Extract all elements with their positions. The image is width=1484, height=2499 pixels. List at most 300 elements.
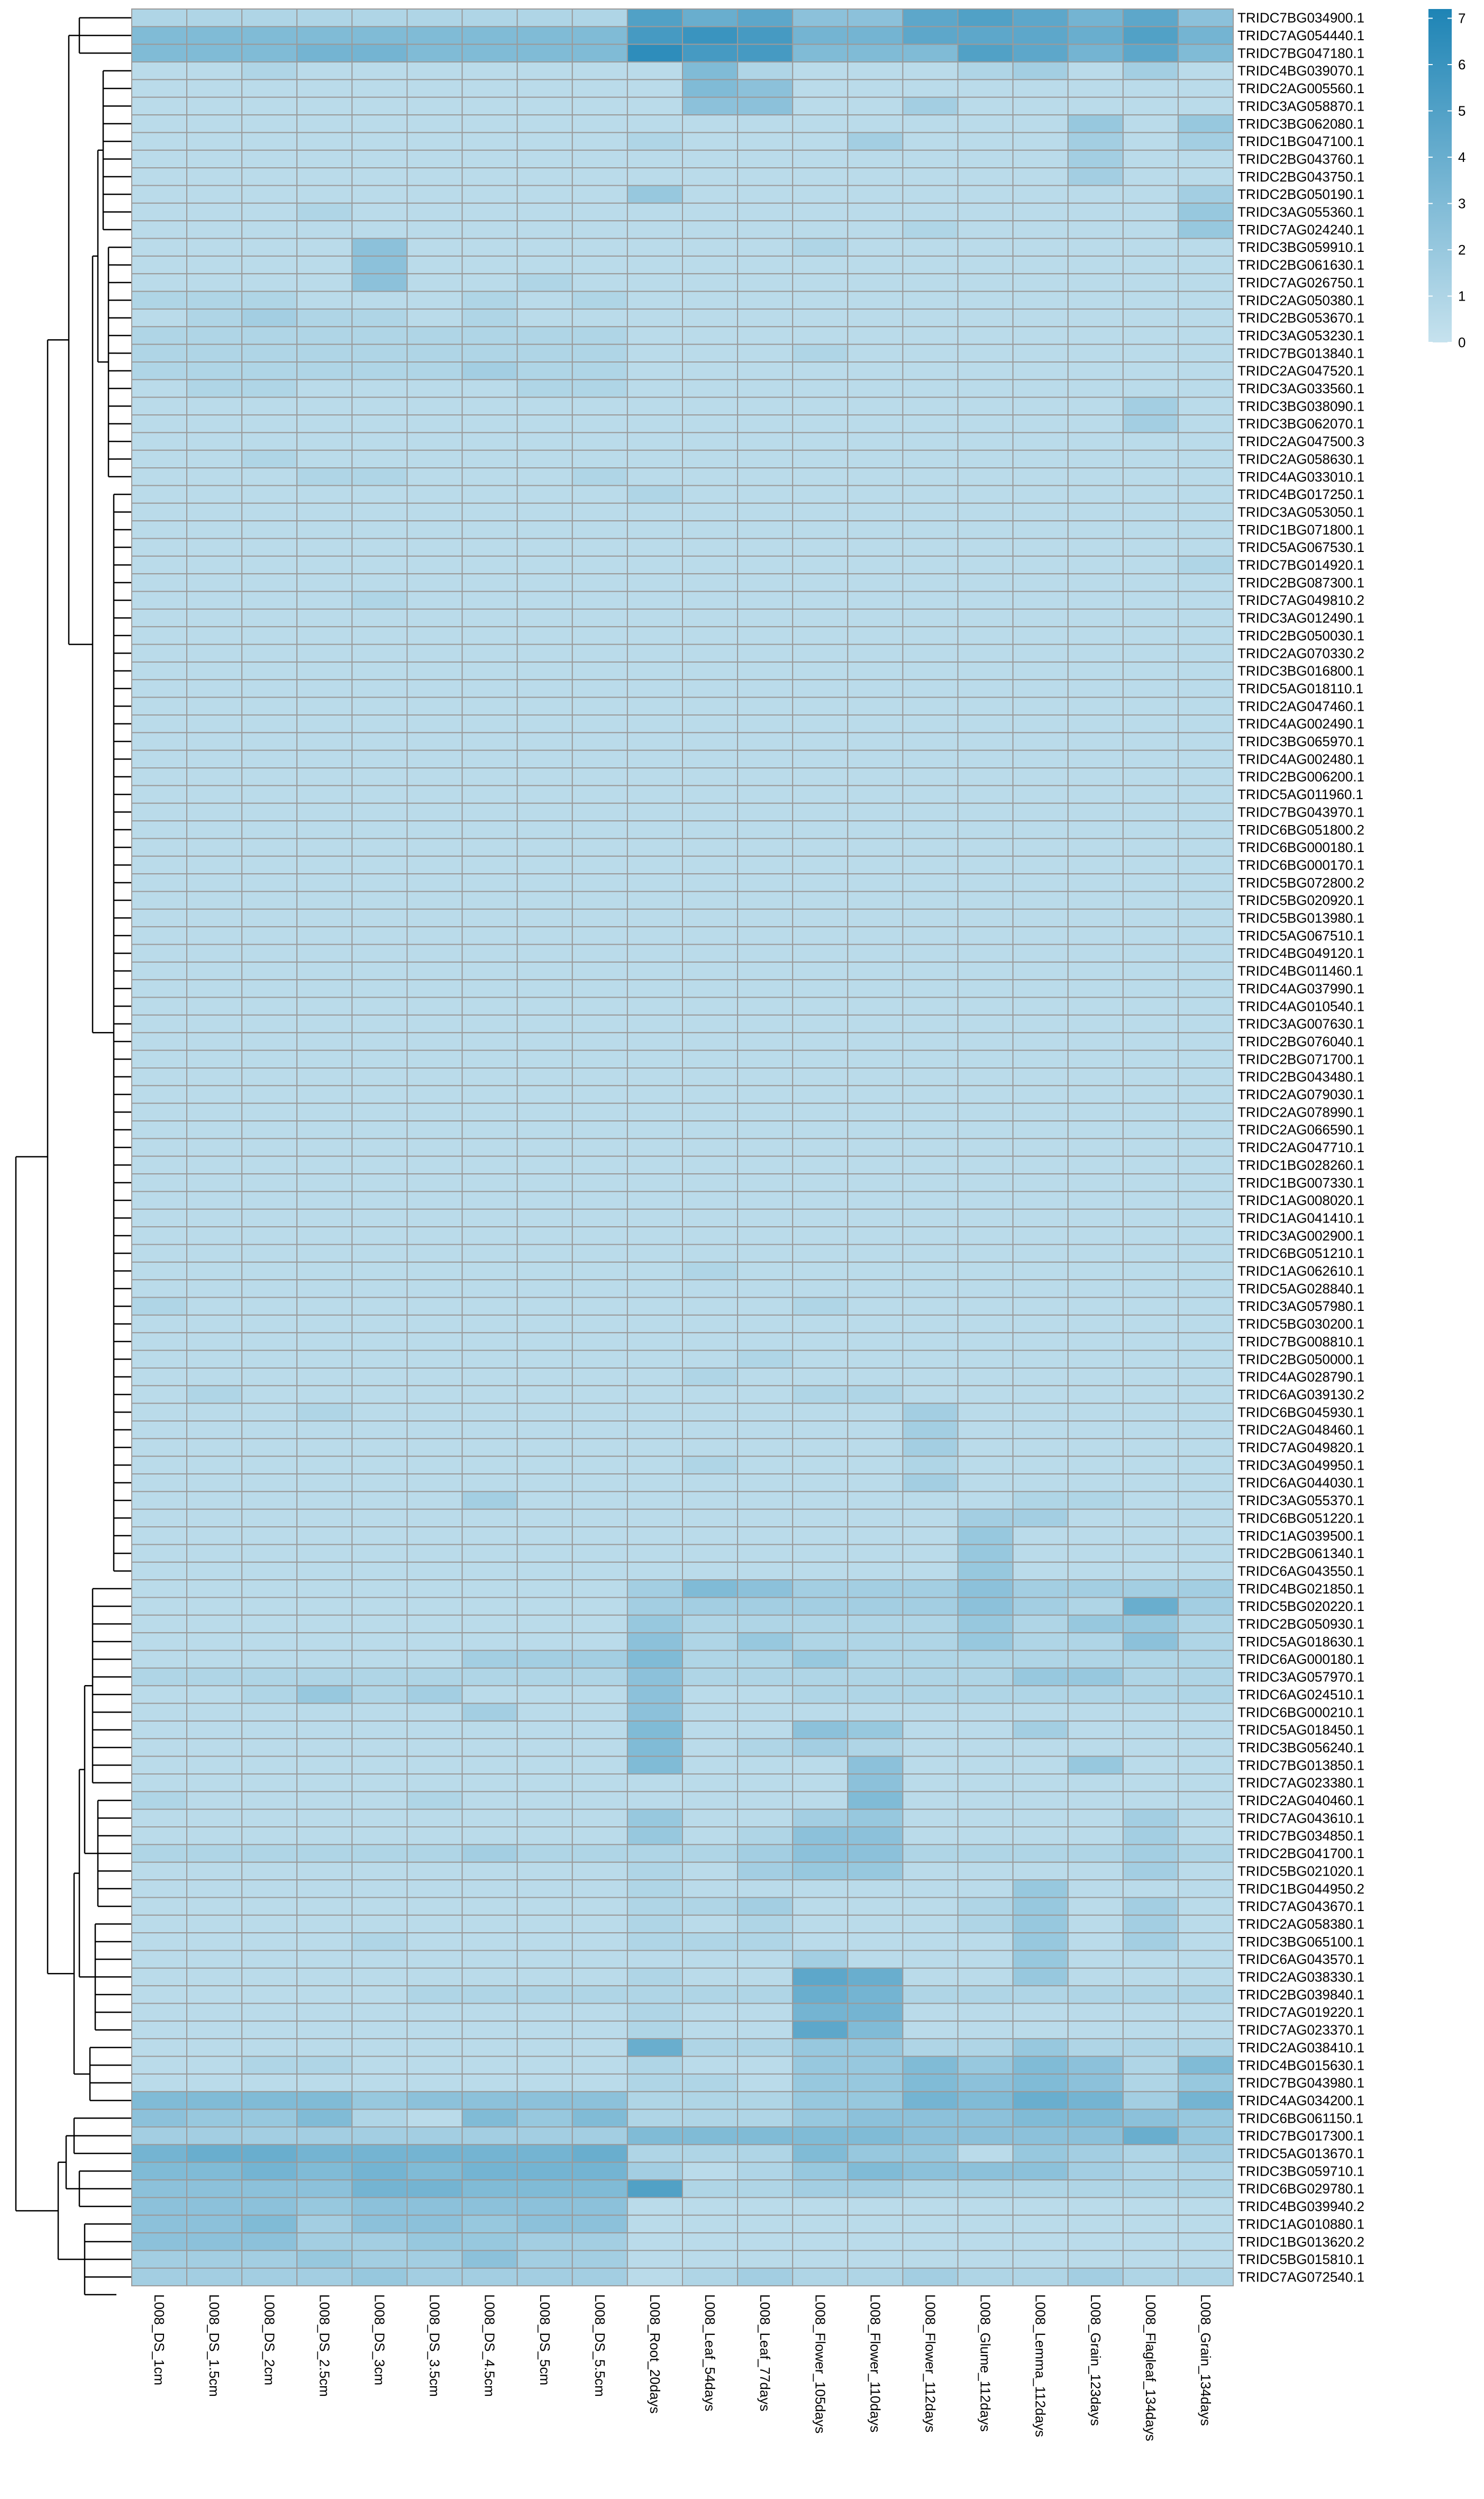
heatmap-cell	[462, 1774, 517, 1791]
heatmap-cell	[352, 662, 407, 680]
heatmap-cell	[738, 503, 793, 521]
heatmap-cell	[517, 680, 572, 697]
heatmap-cell	[297, 397, 352, 415]
heatmap-cell	[793, 1121, 848, 1138]
heatmap-cell	[682, 556, 738, 574]
heatmap-cell	[1123, 203, 1178, 221]
heatmap-cell	[352, 1368, 407, 1386]
heatmap-cell	[187, 1015, 242, 1033]
row-label: TRIDC4BG015630.1	[1237, 2057, 1364, 2074]
heatmap-cell	[627, 292, 682, 309]
heatmap-cell	[682, 945, 738, 962]
heatmap-cell	[1123, 2021, 1178, 2039]
heatmap-cell	[1123, 503, 1178, 521]
heatmap-cell	[352, 2109, 407, 2127]
heatmap-cell	[297, 26, 352, 44]
heatmap-cell	[187, 2215, 242, 2233]
heatmap-cell	[352, 2268, 407, 2286]
heatmap-cell	[352, 1491, 407, 1509]
heatmap-cell	[1068, 980, 1123, 997]
heatmap-cell	[187, 1386, 242, 1403]
heatmap-cell	[407, 732, 462, 750]
heatmap-cell	[682, 485, 738, 503]
heatmap-cell	[462, 1368, 517, 1386]
row-label: TRIDC3AG057970.1	[1237, 1669, 1364, 1685]
heatmap-cell	[903, 2268, 958, 2286]
heatmap-cell	[462, 1544, 517, 1562]
heatmap-cell	[848, 26, 903, 44]
heatmap-cell	[682, 927, 738, 944]
heatmap-cell	[517, 2268, 572, 2286]
heatmap-cell	[517, 2091, 572, 2109]
heatmap-cell	[407, 715, 462, 732]
heatmap-cell	[187, 2180, 242, 2197]
heatmap-cell	[1068, 1404, 1123, 1421]
heatmap-cell	[352, 1668, 407, 1686]
heatmap-cell	[903, 1138, 958, 1156]
heatmap-cell	[627, 1138, 682, 1156]
heatmap-cell	[242, 998, 297, 1015]
heatmap-cell	[297, 1580, 352, 1597]
row-label: TRIDC6BG000170.1	[1237, 857, 1364, 873]
heatmap-cell	[572, 2057, 627, 2074]
heatmap-cell	[297, 2144, 352, 2162]
heatmap-cell	[1123, 379, 1178, 397]
heatmap-cell	[848, 62, 903, 79]
heatmap-cell	[242, 609, 297, 627]
heatmap-cell	[1178, 2162, 1233, 2180]
heatmap-cell	[738, 150, 793, 168]
heatmap-cell	[187, 2109, 242, 2127]
heatmap-cell	[297, 1351, 352, 1368]
heatmap-cell	[903, 909, 958, 927]
heatmap-cell	[793, 2250, 848, 2268]
heatmap-cell	[1123, 1368, 1178, 1386]
heatmap-cell	[793, 1138, 848, 1156]
heatmap-cell	[848, 1774, 903, 1791]
heatmap-cell	[132, 79, 187, 97]
row-label: TRIDC7BG043970.1	[1237, 804, 1364, 820]
heatmap-cell	[848, 1791, 903, 1809]
heatmap-cell	[793, 256, 848, 274]
row-label: TRIDC3AG049950.1	[1237, 1457, 1364, 1473]
heatmap-cell	[627, 1474, 682, 1491]
heatmap-cell	[1178, 1809, 1233, 1827]
heatmap-cell	[242, 62, 297, 79]
heatmap-cell	[407, 556, 462, 574]
heatmap-cell	[682, 274, 738, 291]
heatmap-cell	[297, 2057, 352, 2074]
heatmap-cell	[958, 1809, 1013, 1827]
heatmap-cell	[848, 97, 903, 115]
heatmap-cell	[407, 874, 462, 891]
heatmap-cell	[462, 97, 517, 115]
heatmap-cell	[242, 980, 297, 997]
heatmap-cell	[848, 1298, 903, 1315]
heatmap-cell	[297, 1598, 352, 1615]
heatmap-cell	[517, 1880, 572, 1897]
heatmap-cell	[462, 785, 517, 803]
heatmap-cell	[572, 203, 627, 221]
heatmap-cell	[187, 1915, 242, 1933]
heatmap-cell	[738, 186, 793, 203]
heatmap-cell	[352, 2144, 407, 2162]
heatmap-cell	[132, 115, 187, 132]
heatmap-cell	[352, 1562, 407, 1580]
heatmap-cell	[242, 2039, 297, 2056]
heatmap-cell	[352, 1844, 407, 1862]
row-label: TRIDC7BG013850.1	[1237, 1757, 1364, 1773]
heatmap-cell	[848, 980, 903, 997]
heatmap-cell	[627, 503, 682, 521]
heatmap-cell	[572, 415, 627, 432]
heatmap-cell	[242, 1438, 297, 1456]
heatmap-cell	[352, 1068, 407, 1085]
heatmap-cell	[793, 115, 848, 132]
heatmap-cell	[242, 1704, 297, 1721]
heatmap-cell	[958, 1491, 1013, 1509]
heatmap-cell	[627, 592, 682, 609]
heatmap-cell	[958, 1968, 1013, 1986]
heatmap-cell	[1068, 345, 1123, 362]
heatmap-cell	[1123, 962, 1178, 980]
heatmap-cell	[627, 1033, 682, 1050]
heatmap-cell	[242, 1756, 297, 1774]
heatmap-cell	[1013, 909, 1068, 927]
heatmap-cell	[1123, 662, 1178, 680]
heatmap-cell	[297, 1138, 352, 1156]
heatmap-cell	[1123, 2004, 1178, 2021]
heatmap-cell	[958, 1686, 1013, 1703]
heatmap-cell	[242, 574, 297, 591]
heatmap-cell	[187, 1351, 242, 1368]
heatmap-cell	[132, 450, 187, 468]
heatmap-cell	[187, 662, 242, 680]
heatmap-cell	[627, 1562, 682, 1580]
heatmap-cell	[187, 803, 242, 821]
heatmap-cell	[1123, 1404, 1178, 1421]
heatmap-cell	[297, 415, 352, 432]
heatmap-cell	[132, 539, 187, 556]
heatmap-cell	[187, 2039, 242, 2056]
heatmap-cell	[517, 1404, 572, 1421]
heatmap-cell	[1123, 150, 1178, 168]
heatmap-cell	[738, 362, 793, 379]
heatmap-cell	[132, 821, 187, 838]
heatmap-cell	[793, 1933, 848, 1950]
heatmap-cell	[407, 1209, 462, 1227]
heatmap-cell	[738, 645, 793, 662]
heatmap-cell	[132, 1580, 187, 1597]
heatmap-cell	[242, 203, 297, 221]
heatmap-cell	[627, 627, 682, 644]
heatmap-cell	[1178, 556, 1233, 574]
heatmap-cell	[1178, 609, 1233, 627]
heatmap-cell	[1068, 292, 1123, 309]
heatmap-cell	[352, 768, 407, 785]
heatmap-cell	[1123, 2091, 1178, 2109]
heatmap-cell	[297, 1862, 352, 1880]
heatmap-cell	[627, 2250, 682, 2268]
heatmap-cell	[407, 2109, 462, 2127]
heatmap-cell	[903, 1245, 958, 1262]
heatmap-cell	[903, 44, 958, 62]
heatmap-cell	[958, 2250, 1013, 2268]
heatmap-cell	[132, 2268, 187, 2286]
row-label: TRIDC6BG029780.1	[1237, 2180, 1364, 2197]
heatmap-cell	[1123, 592, 1178, 609]
heatmap-cell	[1068, 2004, 1123, 2021]
heatmap-cell	[1068, 1262, 1123, 1280]
heatmap-cell	[1123, 97, 1178, 115]
heatmap-cell	[242, 2268, 297, 2286]
heatmap-cell	[242, 415, 297, 432]
heatmap-cell	[407, 1491, 462, 1509]
heatmap-cell	[848, 2197, 903, 2215]
heatmap-cell	[517, 292, 572, 309]
heatmap-cell	[793, 2039, 848, 2056]
heatmap-cell	[1178, 821, 1233, 838]
heatmap-cell	[572, 1615, 627, 1633]
heatmap-cell	[187, 468, 242, 485]
heatmap-cell	[132, 715, 187, 732]
heatmap-cell	[1068, 1862, 1123, 1880]
heatmap-cell	[1013, 2074, 1068, 2091]
heatmap-cell	[682, 2162, 738, 2180]
row-label: TRIDC7BG017300.1	[1237, 2127, 1364, 2144]
heatmap-cell	[738, 1351, 793, 1368]
heatmap-cell	[407, 1580, 462, 1597]
heatmap-cell	[793, 1598, 848, 1615]
heatmap-cell	[1013, 1404, 1068, 1421]
heatmap-cell	[1178, 1651, 1233, 1668]
heatmap-cell	[738, 1315, 793, 1333]
heatmap-cell	[682, 1668, 738, 1686]
heatmap-cell	[1013, 62, 1068, 79]
heatmap-cell	[1068, 1739, 1123, 1756]
heatmap-cell	[848, 44, 903, 62]
heatmap-cell	[1013, 1739, 1068, 1756]
heatmap-cell	[297, 2180, 352, 2197]
heatmap-cell	[407, 821, 462, 838]
heatmap-cell	[627, 680, 682, 697]
heatmap-cell	[242, 168, 297, 185]
heatmap-cell	[242, 292, 297, 309]
heatmap-cell	[627, 468, 682, 485]
heatmap-cell	[903, 2233, 958, 2250]
heatmap-cell	[903, 1068, 958, 1085]
row-label: TRIDC4AG034200.1	[1237, 2092, 1364, 2108]
heatmap-cell	[1178, 1668, 1233, 1686]
heatmap-cell	[242, 485, 297, 503]
heatmap-cell	[627, 927, 682, 944]
heatmap-cell	[848, 115, 903, 132]
heatmap-cell	[462, 168, 517, 185]
heatmap-cell	[132, 2180, 187, 2197]
row-label: TRIDC1AG062610.1	[1237, 1263, 1364, 1279]
heatmap-cell	[958, 2197, 1013, 2215]
heatmap-cell	[297, 79, 352, 97]
heatmap-cell	[242, 379, 297, 397]
heatmap-cell	[1123, 2233, 1178, 2250]
heatmap-cell	[958, 838, 1013, 856]
heatmap-cell	[297, 327, 352, 344]
heatmap-cell	[242, 1209, 297, 1227]
heatmap-cell	[242, 1421, 297, 1438]
heatmap-cell	[848, 345, 903, 362]
heatmap-cell	[738, 1774, 793, 1791]
heatmap-cell	[352, 909, 407, 927]
heatmap-cell	[187, 732, 242, 750]
heatmap-cell	[352, 1633, 407, 1650]
heatmap-cell	[1123, 1386, 1178, 1403]
heatmap-cell	[572, 1509, 627, 1527]
heatmap-cell	[793, 221, 848, 238]
heatmap-cell	[297, 715, 352, 732]
heatmap-cell	[1178, 1245, 1233, 1262]
row-label: TRIDC5BG030200.1	[1237, 1316, 1364, 1332]
heatmap-cell	[1068, 309, 1123, 327]
heatmap-cell	[958, 856, 1013, 874]
heatmap-cell	[352, 715, 407, 732]
heatmap-cell	[352, 1262, 407, 1280]
heatmap-cell	[682, 1615, 738, 1633]
heatmap-cell	[407, 662, 462, 680]
row-label: TRIDC2BG041700.1	[1237, 1845, 1364, 1862]
heatmap-cell	[242, 1651, 297, 1668]
heatmap-cell	[958, 1245, 1013, 1262]
heatmap-cell	[738, 1897, 793, 1915]
heatmap-cell	[572, 1862, 627, 1880]
heatmap-cell	[462, 750, 517, 768]
row-label: TRIDC2AG058630.1	[1237, 451, 1364, 467]
heatmap-cell	[903, 1774, 958, 1791]
heatmap-cell	[517, 645, 572, 662]
heatmap-cell	[352, 79, 407, 97]
heatmap-cell	[1013, 1156, 1068, 1174]
heatmap-cell	[187, 521, 242, 538]
heatmap-cell	[682, 732, 738, 750]
heatmap-cell	[1123, 256, 1178, 274]
heatmap-cell	[132, 9, 187, 26]
heatmap-cell	[1068, 2021, 1123, 2039]
heatmap-cell	[848, 609, 903, 627]
heatmap-cell	[407, 1333, 462, 1350]
heatmap-cell	[1068, 1351, 1123, 1368]
heatmap-cell	[1178, 539, 1233, 556]
heatmap-cell	[903, 9, 958, 26]
heatmap-cell	[517, 1386, 572, 1403]
heatmap-cell	[352, 2215, 407, 2233]
heatmap-cell	[517, 432, 572, 450]
heatmap-cell	[517, 9, 572, 26]
heatmap-cell	[903, 1085, 958, 1103]
heatmap-cell	[848, 256, 903, 274]
heatmap-cell	[627, 1315, 682, 1333]
heatmap-cell	[1068, 450, 1123, 468]
heatmap-cell	[958, 44, 1013, 62]
heatmap-cell	[132, 1897, 187, 1915]
heatmap-cell	[352, 1721, 407, 1739]
heatmap-cell	[1178, 1209, 1233, 1227]
heatmap-cell	[848, 2180, 903, 2197]
heatmap-cell	[738, 2144, 793, 2162]
row-label: TRIDC2AG047520.1	[1237, 363, 1364, 379]
heatmap-cell	[572, 1986, 627, 2003]
heatmap-cell	[462, 1103, 517, 1121]
heatmap-cell	[352, 2233, 407, 2250]
heatmap-cell	[462, 2197, 517, 2215]
heatmap-cell	[242, 962, 297, 980]
heatmap-cell	[352, 203, 407, 221]
heatmap-cell	[462, 715, 517, 732]
heatmap-cell	[1013, 432, 1068, 450]
heatmap-cell	[793, 1280, 848, 1297]
column-label: L008_DS_3cm	[371, 2294, 388, 2386]
heatmap-cell	[627, 345, 682, 362]
row-label: TRIDC4BG011460.1	[1237, 963, 1363, 979]
heatmap-cell	[738, 732, 793, 750]
heatmap-cell	[572, 662, 627, 680]
heatmap-cell	[1013, 1351, 1068, 1368]
heatmap-cell	[958, 1633, 1013, 1650]
row-label: TRIDC1BG071800.1	[1237, 521, 1364, 538]
heatmap-cell	[958, 1404, 1013, 1421]
heatmap-cell	[352, 1015, 407, 1033]
heatmap-cell	[738, 521, 793, 538]
heatmap-cell	[1013, 962, 1068, 980]
heatmap-cell	[1123, 1103, 1178, 1121]
heatmap-cell	[132, 1404, 187, 1421]
heatmap-cell	[627, 1438, 682, 1456]
heatmap-cell	[1178, 1474, 1233, 1491]
heatmap-cell	[1013, 945, 1068, 962]
heatmap-cell	[682, 415, 738, 432]
heatmap-cell	[352, 256, 407, 274]
heatmap-cell	[903, 1351, 958, 1368]
heatmap-cell	[517, 998, 572, 1015]
heatmap-cell	[352, 680, 407, 697]
heatmap-cell	[407, 1951, 462, 1968]
heatmap-cell	[682, 1174, 738, 1191]
heatmap-cell	[132, 309, 187, 327]
heatmap-cell	[1013, 2250, 1068, 2268]
heatmap-cell	[1178, 2039, 1233, 2056]
heatmap-cell	[297, 132, 352, 150]
heatmap-cell	[848, 1315, 903, 1333]
heatmap-cell	[682, 256, 738, 274]
heatmap-cell	[903, 1103, 958, 1121]
heatmap-cell	[242, 1739, 297, 1756]
column-label: L008_Flower_105days	[812, 2294, 829, 2434]
heatmap-cell	[352, 1033, 407, 1050]
heatmap-cell	[848, 945, 903, 962]
heatmap-cell	[297, 2250, 352, 2268]
heatmap-cell	[352, 2021, 407, 2039]
heatmap-cell	[682, 1986, 738, 2003]
heatmap-cell	[517, 2021, 572, 2039]
row-label: TRIDC7AG043610.1	[1237, 1810, 1364, 1826]
heatmap-cell	[132, 698, 187, 715]
heatmap-cell	[462, 680, 517, 697]
heatmap-cell	[242, 1721, 297, 1739]
heatmap-cell	[627, 1068, 682, 1085]
heatmap-cell	[1068, 1209, 1123, 1227]
heatmap-cell	[462, 1598, 517, 1615]
heatmap-cell	[848, 998, 903, 1015]
heatmap-cell	[958, 168, 1013, 185]
heatmap-cell	[407, 485, 462, 503]
